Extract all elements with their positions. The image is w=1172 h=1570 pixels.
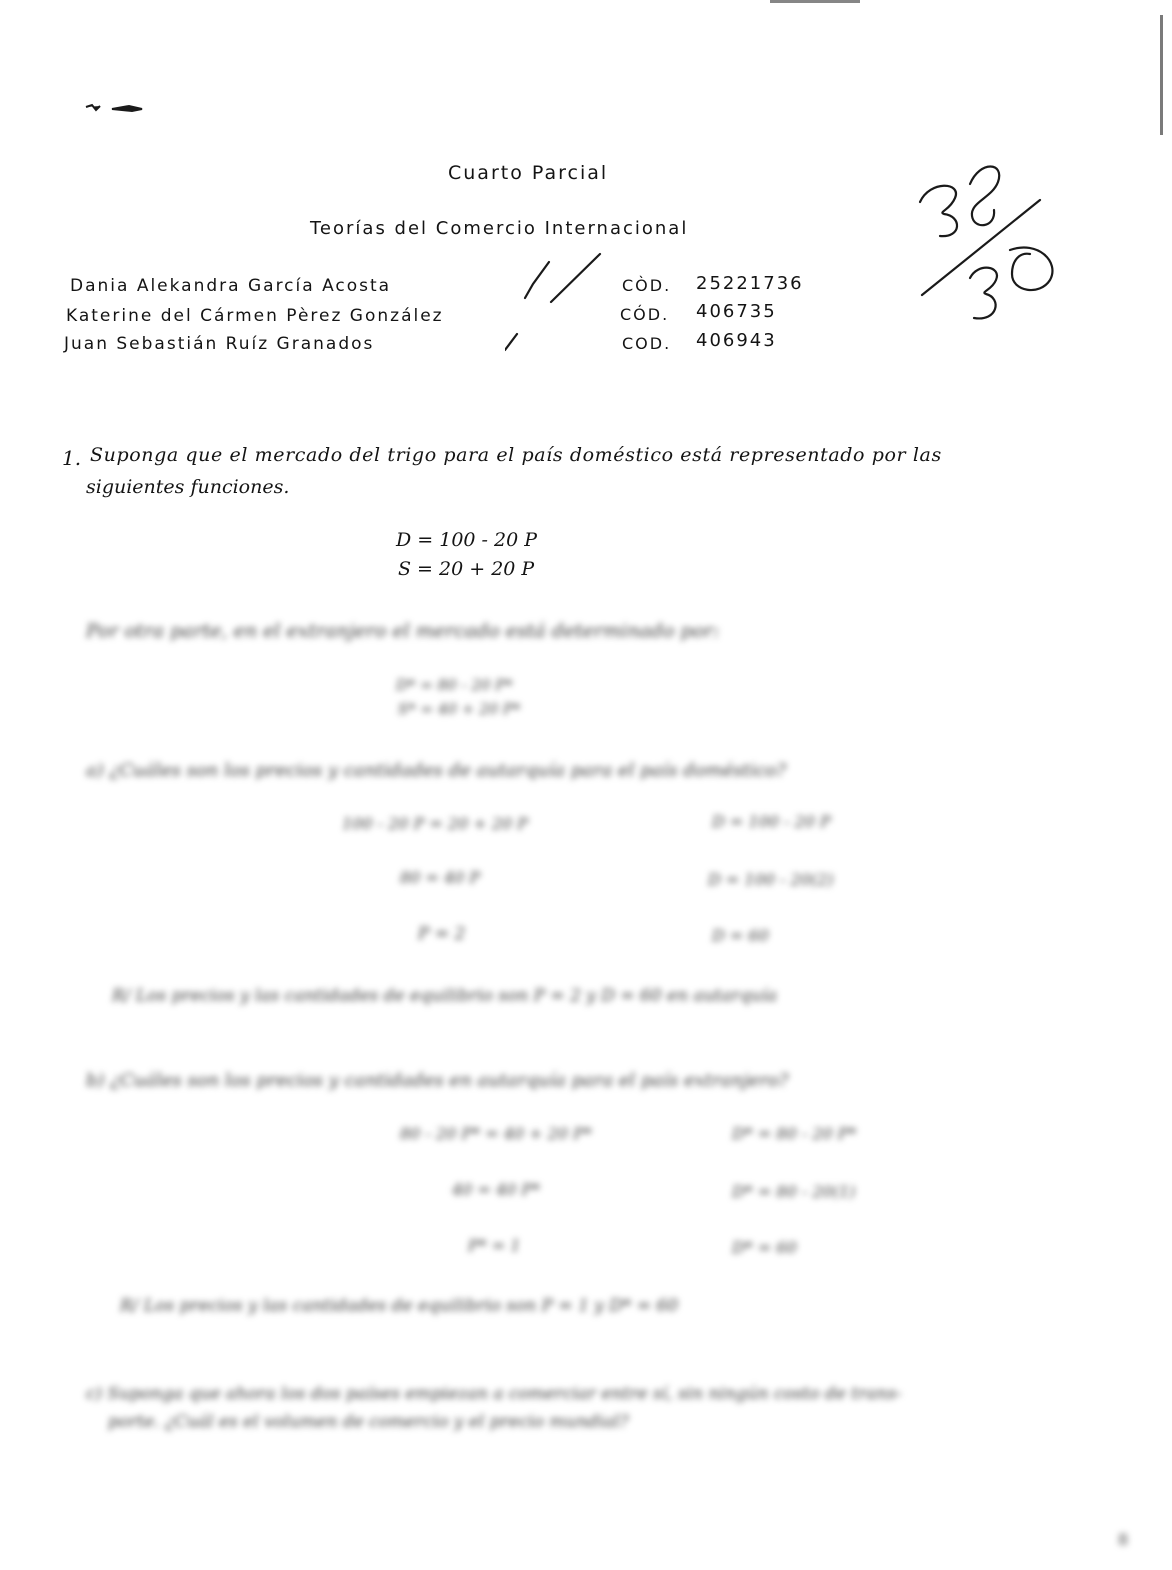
scan-artifact-top <box>770 0 860 3</box>
qa-work-1: 100 - 20 P = 20 + 20 P <box>342 814 529 833</box>
qa-work-6: D = 60 <box>712 926 769 945</box>
qb-work-6: D* = 60 <box>732 1238 797 1257</box>
student-name-1: Dania Alekandra García Acosta <box>70 276 392 296</box>
question-b: b) ¿Cuáles son los precios y cantidades en autarquía para el país extranjero? <box>86 1070 789 1091</box>
qb-work-4: D* = 80 - 20 P* <box>732 1124 857 1143</box>
ink-smudge <box>84 100 154 114</box>
student-code-3: 406943 <box>696 330 777 351</box>
student-code-label-1: CÒD. <box>622 276 672 295</box>
page-title: Cuarto Parcial <box>448 162 609 184</box>
student-code-1: 25221736 <box>696 273 804 294</box>
qa-work-3: P = 2 <box>418 924 466 944</box>
equation-supply: S = 20 + 20 P <box>398 558 535 580</box>
student-code-2: 406735 <box>696 301 777 322</box>
foreign-supply: S* = 40 + 20 P* <box>398 700 521 718</box>
qa-answer: R/ Los precios y las cantidades de equilibrio son P = 2 y D = 60 en autarquía <box>112 986 778 1006</box>
question-1-number: 1. <box>62 446 82 470</box>
qb-work-2: 40 = 40 P* <box>452 1180 541 1199</box>
question-a: a) ¿Cuáles son los precios y cantidades de autarquía para el país doméstico? <box>86 760 787 781</box>
equation-demand: D = 100 - 20 P <box>396 529 537 551</box>
question-c-line1: c) Suponga que ahora los dos países empiezan a comerciar entre sí, sin ningún costo de trans- <box>86 1384 902 1404</box>
grade-mark <box>900 150 1070 344</box>
student-code-label-2: CÓD. <box>620 305 670 324</box>
question-c-line2: porte. ¿Cuál es el volumen de comercio y el precio mundial? <box>108 1412 629 1432</box>
qb-work-5: D* = 80 - 20(1) <box>732 1182 856 1201</box>
qa-work-4: D = 100 - 20 P <box>712 812 831 831</box>
student-code-label-3: COD. <box>622 334 672 353</box>
student-name-2: Katerine del Cármen Pèrez González <box>66 306 444 326</box>
qa-work-2: 80 = 40 P <box>400 868 481 887</box>
qa-work-5: D = 100 - 20(2) <box>708 870 834 889</box>
qb-answer: R/ Los precios y las cantidades de equilibrio son P = 1 y D* = 60 <box>120 1296 679 1316</box>
scan-artifact-right <box>1160 15 1163 135</box>
qb-work-3: P* = 1 <box>468 1236 521 1255</box>
question-1-text-line1: Suponga que el mercado del trigo para el país doméstico está representado por las <box>90 444 942 466</box>
student-name-3: Juan Sebastián Ruíz Granados <box>64 334 375 354</box>
foreign-demand: D* = 80 - 20 P* <box>396 676 513 694</box>
question-1-text-line2: siguientes funciones. <box>86 476 290 498</box>
check-marks <box>505 250 615 364</box>
qb-work-1: 80 - 20 P* = 40 + 20 P* <box>400 1124 592 1143</box>
page-number: 8 <box>1118 1530 1129 1549</box>
page-subtitle: Teorías del Comercio Internacional <box>310 218 689 239</box>
foreign-intro: Por otra parte, en el extranjero el mercado está determinado por: <box>86 620 720 642</box>
